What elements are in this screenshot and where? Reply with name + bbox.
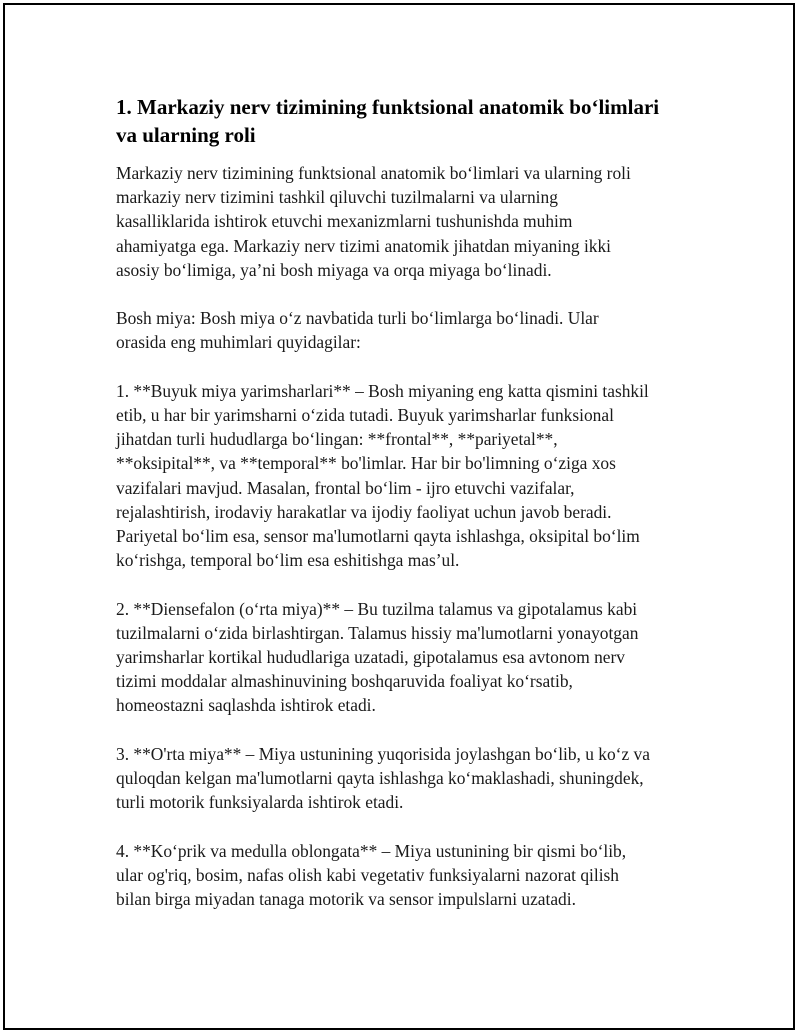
diencephalon-paragraph: 2. **Diensefalon (o‘rta miya)** – Bu tuzilma talamus va gipotalamus kabi tuzilmalarni o‘zida birlashtirgan. Talamus hissiy ma'lumotlarni yonayotgan yarimsharlar kortikal hududlariga uzatadi, gipotalamus esa avtonom nerv tizimi moddalar almashinuvining boshqaruvida foaliyat ko‘rsatib, homeostazni saqlashda ishtirok etadi. [116, 598, 639, 716]
section-heading: 1. Markaziy nerv tizimining funktsional anatomik bo‘limlari va ularning roli [116, 95, 660, 147]
document-body [116, 93, 696, 935]
brain-overview-paragraph: Bosh miya: Bosh miya o‘z navbatida turli bo‘limlarga bo‘linadi. Ular orasida eng muhimlari quyidagilar: [116, 308, 599, 353]
intro-paragraph: Markaziy nerv tizimining funktsional anatomik bo‘limlari va ularning roli markaziy nerv tizimini tashkil qiluvchi tuzilmalarni va ularning kasalliklarida ishtirok etuvchi mexanizmlarni tushunishda muhim ahamiyatga ega. Markaziy nerv tizimi anatomik jihatdan miyaning ikki asosiy bo‘limiga, ya’ni bosh miyaga va orqa miyaga bo‘linadi. [116, 163, 631, 280]
midbrain-paragraph: 3. **O'rta miya** – Miya ustunining yuqorisida joylashgan bo‘lib, u ko‘z va quloqdan kelgan ma'lumotlarni qayta ishlashga ko‘maklashadi, shuningdek, turli motorik funksiyalarda ishtirok etadi. [116, 743, 650, 813]
hemispheres-paragraph: 1. **Buyuk miya yarimsharlari** – Bosh miyaning eng katta qismini tashkil etib, u har bir yarimsharni o‘zida tutadi. Buyuk yarimsharlar funksional jihatdan turli hududlarga bo‘lingan: **frontal**, **pariyetal**, **oksipital**, va **temporal** bo'limlar. Har bir bo'limning o‘ziga xos vazifalari mavjud. Masalan, frontal bo‘lim - ijro etuvchi vazifalar, rejalashtirish, irodaviy harakatlar va ijodiy faoliyat uchun javob beradi. Pariyetal bo‘lim esa, sensor ma'lumotlarni qayta ishlashga, oksipital bo‘lim ko‘rishga, temporal bo‘lim esa eshitishga mas’ul. [116, 380, 649, 571]
pons-medulla-paragraph: 4. **Ko‘prik va medulla oblongata** – Miya ustunining bir qismi bo‘lib, ular og'riq, bosim, nafas olish kabi vegetativ funksiyalarni nazorat qilish bilan birga miyadan tanaga motorik va sensor impulslarni uzatadi. [116, 840, 627, 910]
